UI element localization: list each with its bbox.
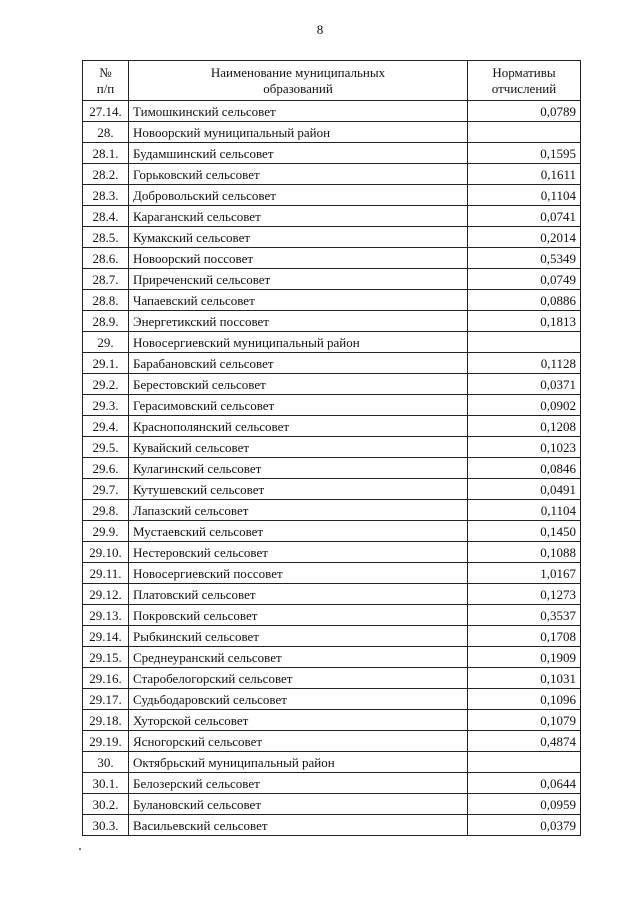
table-row [83,185,581,206]
row-number: 30. [83,752,129,773]
table-row [83,374,581,395]
row-name: Новосергиевский муниципальный район [129,332,468,353]
row-value: 0,0886 [468,290,581,311]
table-row [83,689,581,710]
row-name: Новоорский муниципальный район [129,122,468,143]
row-value: 0,1096 [468,689,581,710]
row-value [468,122,581,143]
row-value: 0,1104 [468,185,581,206]
table-row [83,479,581,500]
row-value: 0,1031 [468,668,581,689]
table-row [83,626,581,647]
row-value: 0,5349 [468,248,581,269]
row-value: 0,1079 [468,710,581,731]
row-name: Кумакский сельсовет [129,227,468,248]
table-row [83,563,581,584]
row-number: 30.1. [83,773,129,794]
row-value: 0,1909 [468,647,581,668]
row-name: Барабановский сельсовет [129,353,468,374]
table-body [83,101,581,836]
row-name: Рыбкинский сельсовет [129,626,468,647]
row-name: Краснополянский сельсовет [129,416,468,437]
row-number: 28.4. [83,206,129,227]
table-row [83,416,581,437]
row-number: 28.8. [83,290,129,311]
table-row [83,269,581,290]
table-row [83,395,581,416]
row-value: 0,1023 [468,437,581,458]
district-row [83,332,581,353]
row-value: 0,0741 [468,206,581,227]
row-number: 30.3. [83,815,129,836]
row-name: Тимошкинский сельсовет [129,101,468,122]
row-value: 0,1088 [468,542,581,563]
row-value: 0,1128 [468,353,581,374]
row-number: 29.15. [83,647,129,668]
row-name: Лапазский сельсовет [129,500,468,521]
row-number: 28.2. [83,164,129,185]
row-number: 30.2. [83,794,129,815]
scan-mark [79,848,81,850]
row-value: 0,3537 [468,605,581,626]
table-header-row [83,61,581,101]
row-value: 0,1104 [468,500,581,521]
row-value: 0,0959 [468,794,581,815]
row-name: Октябрьский муниципальный район [129,752,468,773]
row-number: 29.7. [83,479,129,500]
header-allocation-norm: Нормативы отчислений [468,61,581,101]
row-name: Покровский сельсовет [129,605,468,626]
row-name: Герасимовский сельсовет [129,395,468,416]
row-number: 29.4. [83,416,129,437]
table-row [83,164,581,185]
row-number: 29.10. [83,542,129,563]
row-number: 29.13. [83,605,129,626]
row-name: Новоорский поссовет [129,248,468,269]
row-number: 29.5. [83,437,129,458]
row-name: Платовский сельсовет [129,584,468,605]
row-name: Караганский сельсовет [129,206,468,227]
row-name: Новосергиевский поссовет [129,563,468,584]
row-value: 0,4874 [468,731,581,752]
row-value [468,752,581,773]
row-number: 29.18. [83,710,129,731]
row-number: 29.17. [83,689,129,710]
district-row [83,122,581,143]
row-name: Будамшинский сельсовет [129,143,468,164]
row-value: 0,1273 [468,584,581,605]
table-row [83,311,581,332]
row-name: Хуторской сельсовет [129,710,468,731]
row-name: Кулагинский сельсовет [129,458,468,479]
table-row [83,353,581,374]
row-name: Горьковский сельсовет [129,164,468,185]
row-name: Мустаевский сельсовет [129,521,468,542]
row-value: 0,0846 [468,458,581,479]
table-row [83,227,581,248]
row-number: 29.2. [83,374,129,395]
row-value: 0,1708 [468,626,581,647]
table-row [83,248,581,269]
row-value: 0,0644 [468,773,581,794]
row-number: 28.6. [83,248,129,269]
table-row [83,206,581,227]
row-value: 0,2014 [468,227,581,248]
row-number: 28.1. [83,143,129,164]
row-number: 29.1. [83,353,129,374]
row-name: Кутушевский сельсовет [129,479,468,500]
row-value: 1,0167 [468,563,581,584]
row-number: 29.6. [83,458,129,479]
row-value: 0,0379 [468,815,581,836]
row-name: Среднеуранский сельсовет [129,647,468,668]
row-name: Энергетикский поссовет [129,311,468,332]
row-number: 29.16. [83,668,129,689]
row-name: Судьбодаровский сельсовет [129,689,468,710]
row-value: 0,1611 [468,164,581,185]
table-row [83,731,581,752]
table-row [83,542,581,563]
table-row [83,143,581,164]
table-row [83,668,581,689]
row-number: 28.9. [83,311,129,332]
row-number: 29.8. [83,500,129,521]
table-row [83,500,581,521]
table-row [83,710,581,731]
table-row [83,605,581,626]
table-row [83,437,581,458]
row-name: Добровольский сельсовет [129,185,468,206]
row-value: 0,0902 [468,395,581,416]
row-value [468,332,581,353]
row-number: 28.7. [83,269,129,290]
table-row [83,101,581,122]
row-number: 29.11. [83,563,129,584]
row-value: 0,1208 [468,416,581,437]
row-name: Чапаевский сельсовет [129,290,468,311]
header-municipality-name: Наименование муниципальных образований [129,61,468,101]
district-row [83,752,581,773]
row-number: 29. [83,332,129,353]
row-value: 0,1813 [468,311,581,332]
row-number: 28.5. [83,227,129,248]
table-row [83,815,581,836]
row-number: 29.14. [83,626,129,647]
row-name: Старобелогорский сельсовет [129,668,468,689]
row-number: 27.14. [83,101,129,122]
table-row [83,458,581,479]
row-value: 0,0491 [468,479,581,500]
row-name: Белозерский сельсовет [129,773,468,794]
row-value: 0,1595 [468,143,581,164]
row-name: Приреченский сельсовет [129,269,468,290]
table-row [83,521,581,542]
row-name: Булановский сельсовет [129,794,468,815]
row-value: 0,1450 [468,521,581,542]
row-number: 29.3. [83,395,129,416]
table-row [83,794,581,815]
row-number: 29.12. [83,584,129,605]
row-value: 0,0789 [468,101,581,122]
row-value: 0,0749 [468,269,581,290]
row-name: Берестовский сельсовет [129,374,468,395]
row-number: 28.3. [83,185,129,206]
row-name: Ясногорский сельсовет [129,731,468,752]
table-row [83,584,581,605]
table-row [83,290,581,311]
row-number: 28. [83,122,129,143]
row-number: 29.9. [83,521,129,542]
row-name: Нестеровский сельсовет [129,542,468,563]
row-name: Васильевский сельсовет [129,815,468,836]
row-name: Кувайский сельсовет [129,437,468,458]
header-number: № п/п [83,61,129,101]
table-row [83,773,581,794]
table-row [83,647,581,668]
page-number: 8 [316,22,324,37]
row-number: 29.19. [83,731,129,752]
allocation-norms-table [82,60,581,836]
row-value: 0,0371 [468,374,581,395]
